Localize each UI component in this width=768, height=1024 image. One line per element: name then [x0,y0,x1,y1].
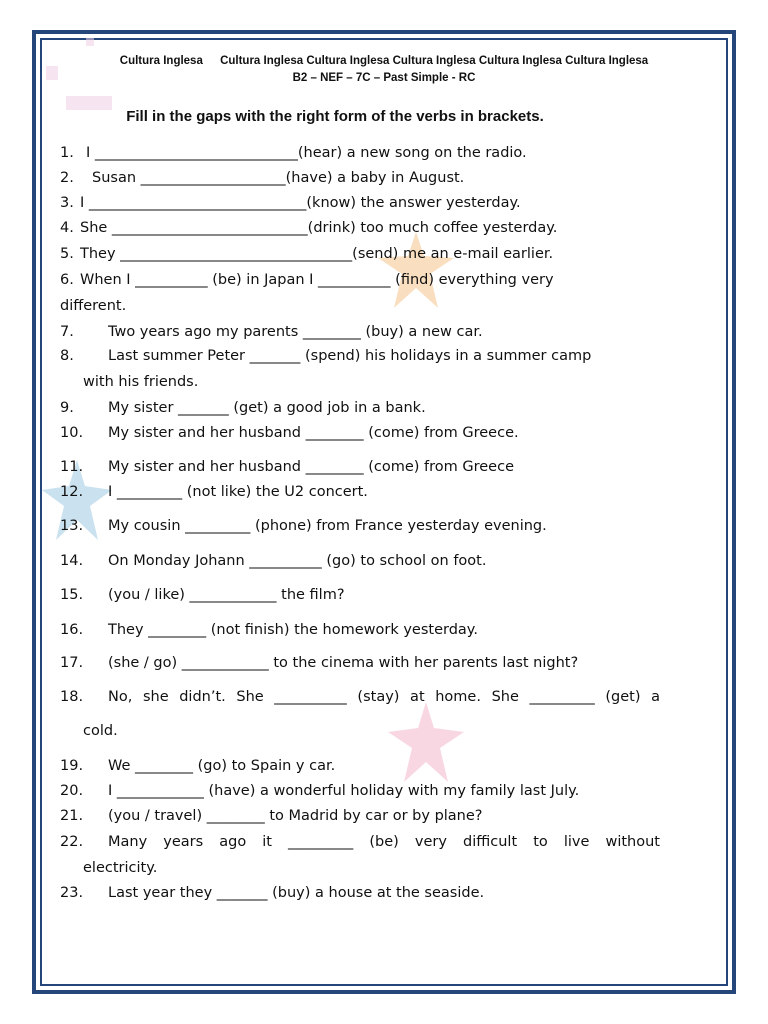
exercise-item [60,548,660,574]
exercise-number: 16. [60,622,84,638]
instructions-title: Fill in the gaps with the right form of the verbs in brackets. [126,108,544,125]
exercise-item [60,880,660,906]
exercise-continuation: with his friends. [83,374,199,390]
exercise-text: She ___________________________(drink) too much coffee yesterday. [80,220,558,236]
exercise-number: 5. [60,246,74,262]
exercise-text: I ______________________________(know) the answer yesterday. [80,195,521,211]
exercise-item [60,753,660,779]
exercise-item [60,582,660,608]
exercise-number: 7. [60,324,74,340]
exercise-number: 19. [60,758,84,774]
exercise-number: 15. [60,587,84,603]
exercise-number: 13. [60,518,84,534]
exercise-number: 1. [60,145,74,161]
exercise-item [60,267,660,293]
exercise-item [60,319,660,345]
exercise-number: 12. [60,484,84,500]
exercise-number: 18. [60,689,84,705]
exercise-text: They ________________________________(send) me an e-mail earlier. [80,246,554,262]
exercise-text: (you / like) ____________ the film? [108,587,345,603]
header-brand-line [0,55,768,67]
exercise-text: When I __________ (be) in Japan I __________ (find) everything very [80,272,554,288]
exercise-continuation: electricity. [83,860,158,876]
exercise-item [60,241,660,267]
exercise-number: 3. [60,195,74,211]
exercise-item [60,140,660,166]
exercise-item [60,650,660,676]
exercise-item [60,343,660,369]
exercise-text: We ________ (go) to Spain y car. [108,758,336,774]
exercise-number: 2. [60,170,74,186]
exercise-number: 14. [60,553,84,569]
exercise-text: I ____________ (have) a wonderful holiday with my family last July. [108,783,580,799]
exercise-item [60,190,660,216]
exercise-item [60,454,660,480]
exercise-text: My cousin _________ (phone) from France yesterday evening. [108,518,547,534]
exercise-continuation: cold. [83,723,118,739]
brand-repeat: Cultura Inglesa Cultura Inglesa Cultura Inglesa Cultura Inglesa Cultura Inglesa [220,55,649,67]
exercise-text: (she / go) ____________ to the cinema with her parents last night? [108,655,579,671]
exercise-text: Two years ago my parents ________ (buy) a new car. [108,324,483,340]
exercise-text: On Monday Johann __________ (go) to school on foot. [108,553,487,569]
exercise-number: 4. [60,220,74,236]
exercise-continuation: different. [60,298,127,314]
exercise-text: I ____________________________(hear) a new song on the radio. [86,145,527,161]
exercise-number: 21. [60,808,84,824]
exercise-item [60,617,660,643]
exercise-number: 11. [60,459,84,475]
exercise-text: My sister and her husband ________ (come) from Greece. [108,425,519,441]
exercise-number: 10. [60,425,84,441]
worksheet-subtitle: B2 – NEF – 7C – Past Simple - RC [292,72,476,84]
exercise-number: 9. [60,400,74,416]
exercise-text: My sister _______ (get) a good job in a bank. [108,400,426,416]
exercise-number: 6. [60,272,74,288]
exercise-item [60,395,660,421]
exercise-item [60,513,660,539]
exercise-text: My sister and her husband ________ (come) from Greece [108,459,514,475]
exercise-number: 23. [60,885,84,901]
exercise-item [60,215,660,241]
exercise-number: 8. [60,348,74,364]
exercise-number: 17. [60,655,84,671]
exercise-text: They ________ (not finish) the homework yesterday. [108,622,478,638]
exercise-item [60,803,660,829]
exercise-number: 22. [60,834,84,850]
exercise-item [60,829,660,855]
exercise-item [60,479,660,505]
exercise-text: Many years ago it _________ (be) very difficult to live without [108,834,660,850]
exercise-text: (you / travel) ________ to Madrid by car or by plane? [108,808,483,824]
exercise-text: Last year they _______ (buy) a house at the seaside. [108,885,485,901]
exercise-item [60,165,660,191]
exercise-number: 20. [60,783,84,799]
exercise-text: Last summer Peter _______ (spend) his holidays in a summer camp [108,348,592,364]
exercise-text: I _________ (not like) the U2 concert. [108,484,368,500]
exercise-item [60,420,660,446]
exercise-text: No, she didn’t. She __________ (stay) at home. She _________ (get) a [108,689,660,705]
brand-name: Cultura Inglesa [119,55,203,67]
exercise-text: Susan ____________________(have) a baby in August. [92,170,465,186]
exercise-item [60,778,660,804]
exercise-item [60,684,660,710]
